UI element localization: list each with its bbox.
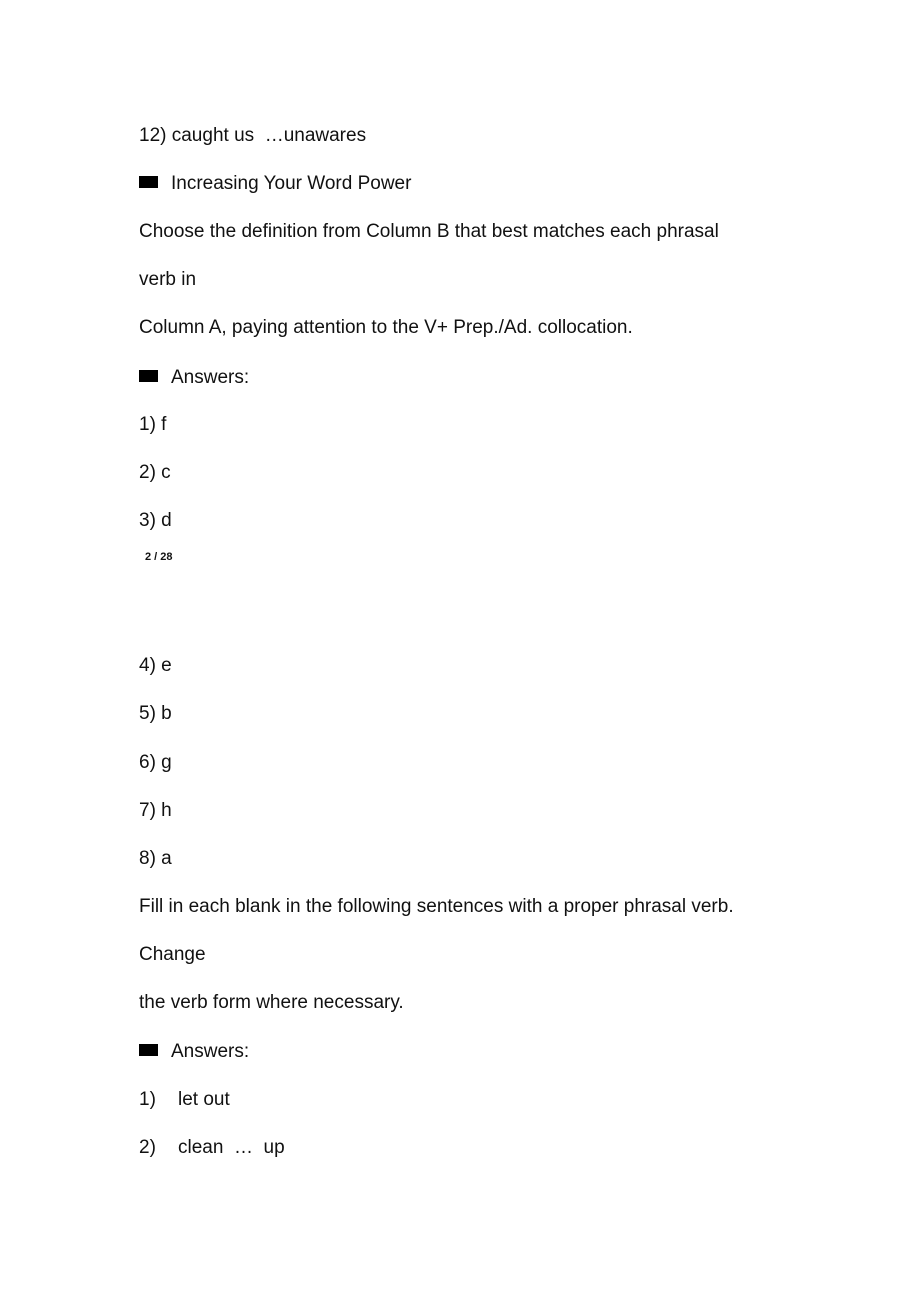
- answers-label: Answers:: [171, 367, 250, 388]
- fill-answer-number: 2): [139, 1137, 156, 1158]
- instruction-line: Choose the definition from Column B that best matches each phrasal: [139, 221, 719, 242]
- fill-answer-number: 1): [139, 1089, 156, 1110]
- square-bullet-icon: [139, 1044, 158, 1056]
- fill-answer-item: [139, 1088, 230, 1112]
- answers-label: Answers:: [171, 1041, 250, 1062]
- instruction-line: Column A, paying attention to the V+ Prep./Ad. collocation.: [139, 317, 633, 338]
- answer-item: 7) h: [139, 800, 172, 821]
- square-bullet-icon: [139, 176, 158, 188]
- answers-heading: [139, 1040, 249, 1064]
- instruction-line: verb in: [139, 269, 197, 290]
- instruction-line: Fill in each blank in the following sentences with a proper phrasal verb.: [139, 896, 734, 917]
- fill-answer-item: [139, 1136, 285, 1160]
- instruction-line: the verb form where necessary.: [139, 992, 404, 1013]
- square-bullet-icon: [139, 370, 158, 382]
- answer-item: 5) b: [139, 703, 172, 724]
- answers-heading: [139, 366, 249, 390]
- answer-item: 8) a: [139, 848, 172, 869]
- answer-item: 6) g: [139, 752, 172, 773]
- item-12-text: 12) caught us …unawares: [139, 125, 367, 146]
- fill-answer-text: let out: [178, 1089, 230, 1110]
- instruction-line: Change: [139, 944, 206, 965]
- fill-answer-text: clean … up: [178, 1137, 285, 1158]
- answer-item: 3) d: [139, 510, 172, 531]
- section-heading: [139, 172, 411, 196]
- page-number: 2 / 28: [145, 551, 173, 563]
- answer-item: 4) e: [139, 655, 172, 676]
- answer-item: 2) c: [139, 462, 171, 483]
- answer-item: 1) f: [139, 414, 167, 435]
- section-heading-text: Increasing Your Word Power: [171, 173, 412, 194]
